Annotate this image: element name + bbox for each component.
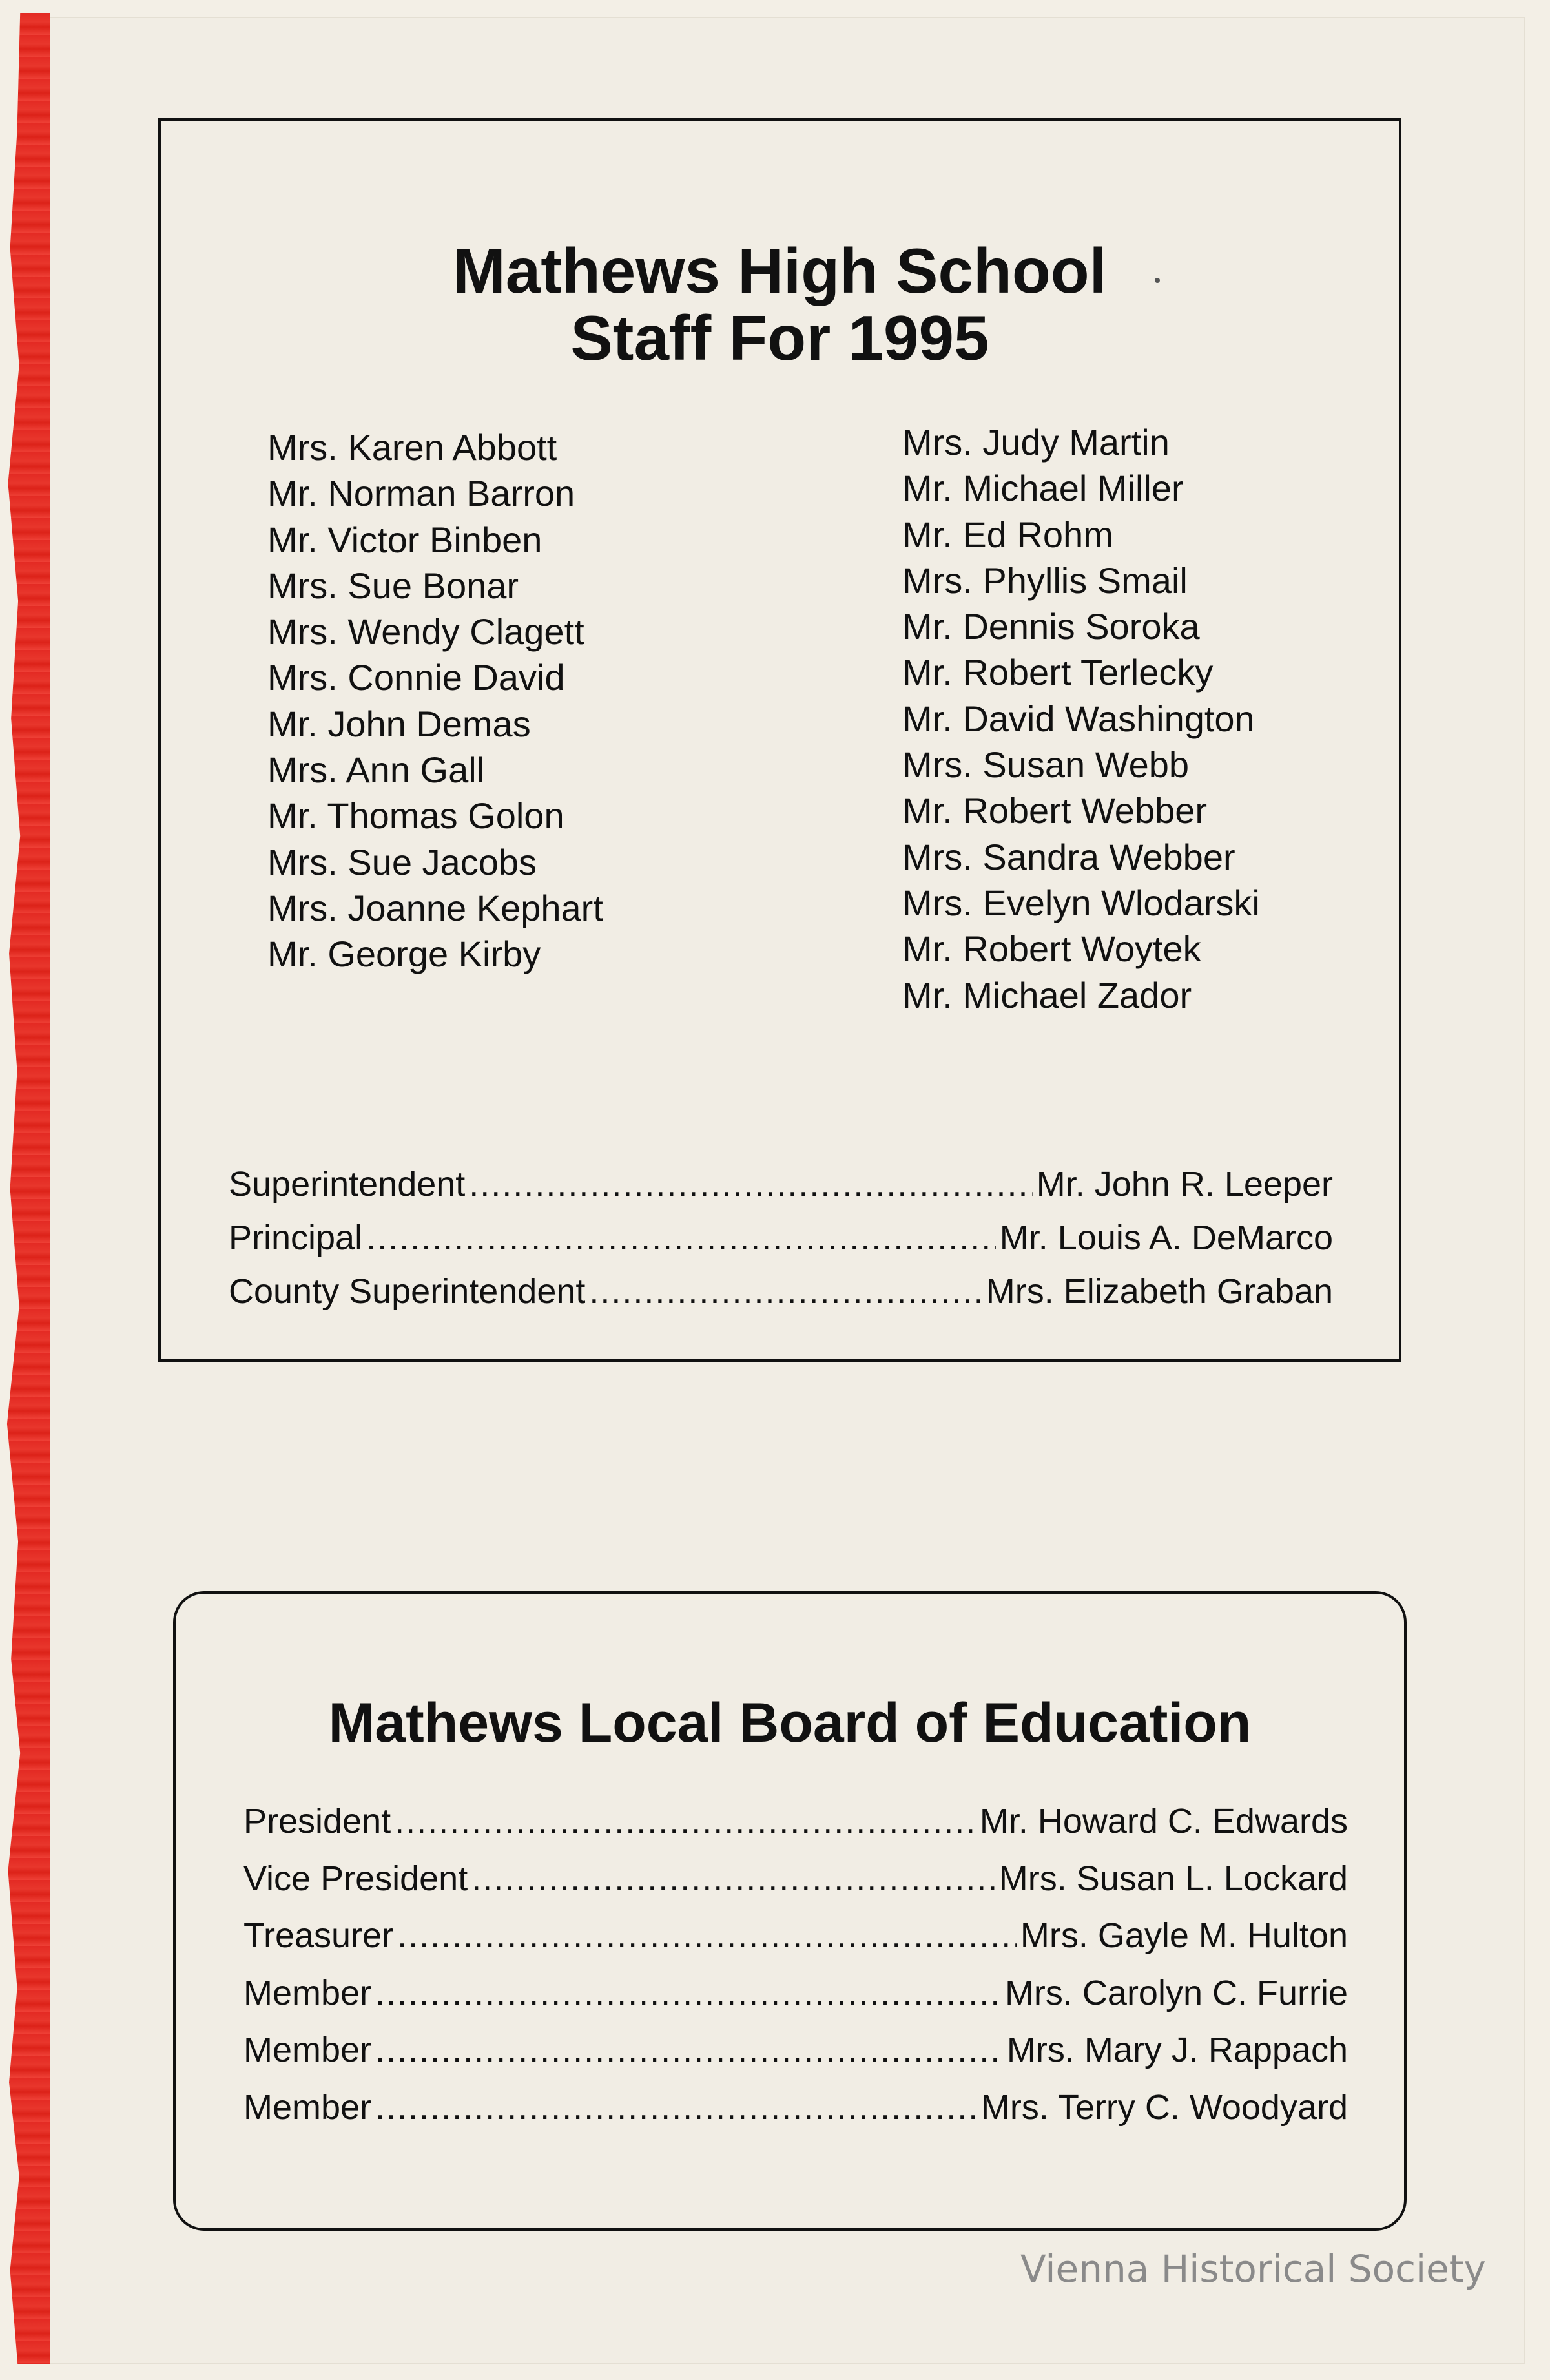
staff-member: Mr. John Demas: [267, 703, 531, 744]
board-name: Mrs. Gayle M. Hulton: [1020, 1916, 1348, 1955]
staff-member: Mr. Norman Barron: [267, 473, 575, 514]
board-role: Treasurer: [243, 1916, 394, 1955]
staff-list-right: [902, 419, 1260, 1018]
staff-member: Mrs. Evelyn Wlodarski: [902, 882, 1260, 923]
dot-leader: [395, 1793, 976, 1850]
administration-list: [229, 1158, 1333, 1319]
dot-leader: [366, 1211, 996, 1265]
board-role: Member: [243, 1973, 372, 2012]
official-row: [229, 1265, 1333, 1319]
board-row: [243, 1907, 1348, 1965]
staff-member: Mrs. Wendy Clagett: [267, 611, 584, 652]
board-name: Mr. Howard C. Edwards: [979, 1802, 1348, 1841]
board-role: Member: [243, 2030, 372, 2069]
dot-leader: [375, 1965, 1001, 2022]
board-member-list: [243, 1793, 1348, 2136]
official-role: Principal: [229, 1218, 363, 1257]
staff-member: Mr. Robert Woytek: [902, 928, 1201, 970]
staff-member: Mr. Victor Binben: [267, 519, 542, 560]
board-name: Mrs. Susan L. Lockard: [998, 1859, 1348, 1898]
official-role: County Superintendent: [229, 1272, 586, 1311]
watermark-text: Vienna Historical Society: [1020, 2247, 1486, 2291]
staff-member: Mr. Thomas Golon: [267, 795, 564, 837]
staff-member: Mrs. Connie David: [267, 657, 565, 698]
board-role: Vice President: [243, 1859, 468, 1898]
board-row: [243, 2079, 1348, 2136]
paper-speck: [1155, 278, 1160, 283]
staff-member: Mrs. Sandra Webber: [902, 836, 1235, 877]
board-row: [243, 1793, 1348, 1850]
board-row: [243, 1850, 1348, 1908]
staff-member: Mr. Ed Rohm: [902, 514, 1113, 555]
staff-member: Mr. Michael Zador: [902, 974, 1192, 1016]
staff-member: Mrs. Karen Abbott: [267, 427, 557, 468]
staff-member: Mrs. Judy Martin: [902, 422, 1170, 463]
board-name: Mrs. Terry C. Woodyard: [980, 2087, 1348, 2127]
official-name: Mr. John R. Leeper: [1036, 1165, 1333, 1204]
staff-member: Mr. George Kirby: [267, 934, 541, 975]
dot-leader: [589, 1265, 982, 1319]
staff-member: Mr. David Washington: [902, 698, 1255, 739]
board-name: Mrs. Mary J. Rappach: [1006, 2030, 1348, 2069]
board-name: Mrs. Carolyn C. Furrie: [1004, 1973, 1348, 2012]
staff-member: Mr. Robert Terlecky: [902, 652, 1214, 693]
staff-list-left: [267, 424, 603, 977]
staff-section: [158, 118, 1401, 1362]
dot-leader: [375, 2079, 977, 2136]
staff-title-line2: Staff For 1995: [570, 302, 989, 373]
official-name: Mrs. Elizabeth Graban: [986, 1272, 1333, 1311]
official-name: Mr. Louis A. DeMarco: [999, 1218, 1333, 1257]
staff-member: Mr. Michael Miller: [902, 468, 1184, 509]
board-row: [243, 1965, 1348, 2022]
dot-leader: [397, 1907, 1017, 1965]
dot-leader: [469, 1158, 1032, 1211]
board-title: Mathews Local Board of Education: [328, 1692, 1252, 1754]
dot-leader: [375, 2021, 1003, 2079]
staff-member: Mrs. Ann Gall: [267, 749, 485, 791]
official-role: Superintendent: [229, 1165, 466, 1204]
official-row: [229, 1211, 1333, 1265]
staff-member: Mrs. Sue Jacobs: [267, 841, 537, 882]
board-section: [173, 1591, 1407, 2231]
staff-member: Mr. Dennis Soroka: [902, 606, 1200, 647]
red-torn-edge: [0, 13, 50, 2364]
board-role: President: [243, 1802, 391, 1841]
board-row: [243, 2021, 1348, 2079]
staff-member: Mr. Robert Webber: [902, 790, 1208, 831]
staff-member: Mrs. Susan Webb: [902, 744, 1190, 786]
board-role: Member: [243, 2087, 372, 2127]
official-row: [229, 1158, 1333, 1211]
dot-leader: [471, 1850, 995, 1908]
staff-member: Mrs. Phyllis Smail: [902, 559, 1188, 601]
staff-member: Mrs. Joanne Kephart: [267, 887, 603, 928]
staff-title-line1: Mathews High School: [453, 235, 1107, 306]
staff-member: Mrs. Sue Bonar: [267, 565, 519, 606]
